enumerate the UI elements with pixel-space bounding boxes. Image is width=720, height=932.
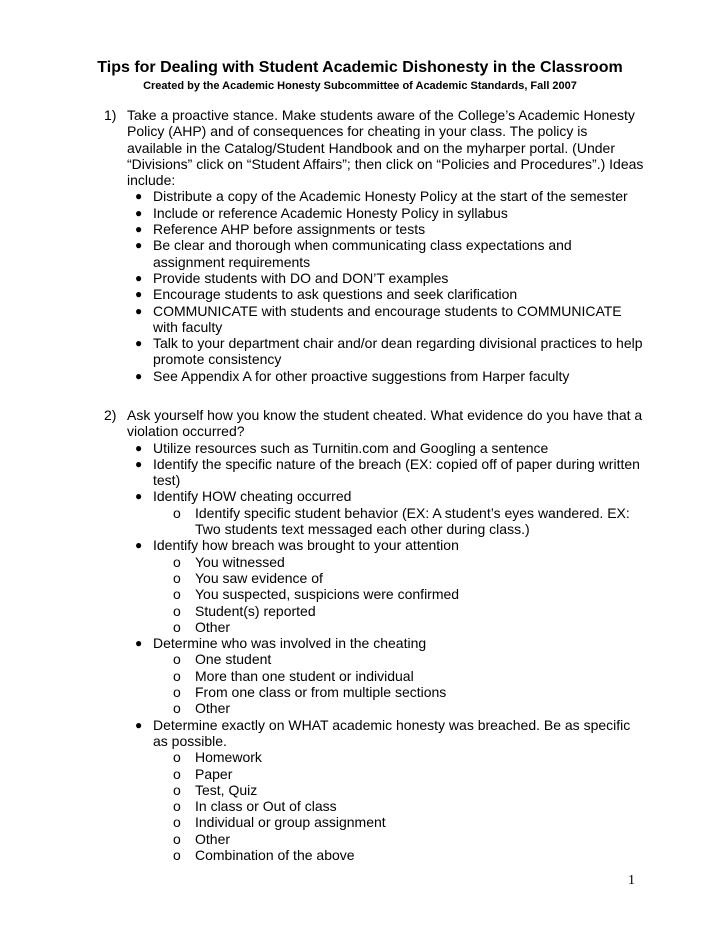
bullet-icon: ●: [135, 270, 143, 285]
section-number: 2): [104, 407, 117, 423]
bullet-icon: ●: [135, 538, 143, 553]
list-item-text: See Appendix A for other proactive suggestions from Harper faculty: [153, 367, 570, 384]
page-title: Tips for Dealing with Student Academic Dishonesty in the Classroom: [97, 59, 623, 76]
sub-list-item-text: Identify specific student behavior (EX: A student’s eyes wandered. EX: Two students text messaged each other during class.): [195, 504, 630, 538]
list-item-text: Determine exactly on WHAT academic honesty was breached. Be as specific as possible.: [153, 716, 631, 749]
sub-list-item-text: Student(s) reported: [195, 602, 316, 619]
circle-bullet-icon: o: [173, 814, 181, 831]
sub-list-item: [153, 603, 644, 619]
sub-list-item-text: You witnessed: [195, 553, 285, 570]
bullet-list: [127, 188, 644, 384]
list-item: [127, 717, 644, 864]
circle-bullet-icon: o: [173, 667, 181, 684]
bullet-icon: ●: [135, 238, 143, 253]
sub-list-item: [153, 798, 644, 814]
sub-list-item-text: Other: [195, 700, 231, 717]
sub-list-item: [153, 570, 644, 586]
sub-list-item-text: More than one student or individual: [195, 667, 414, 684]
list-item: [127, 221, 644, 237]
list-item: [127, 205, 644, 221]
sub-list: [153, 651, 644, 716]
sub-list-item-text: In class or Out of class: [195, 798, 337, 815]
circle-bullet-icon: o: [173, 504, 181, 521]
list-item: [127, 188, 644, 204]
list-item-text: Distribute a copy of the Academic Honesty Policy at the start of the semester: [153, 188, 628, 205]
circle-bullet-icon: o: [173, 798, 181, 815]
circle-bullet-icon: o: [173, 765, 181, 782]
section-intro-text: Take a proactive stance. Make students aware of the College’s Academic Honesty Policy (AHP) and of consequences for cheating in your class. The policy is available in the Catalog/Student Handbook and on the myharper portal. (Under “Divisions” click on “Student Affairs”; then click on “Policies and Procedures”.) Ideas include:: [127, 107, 644, 189]
sub-list-item-text: One student: [195, 651, 272, 668]
sub-list-item: [153, 619, 644, 635]
circle-bullet-icon: o: [173, 749, 181, 766]
list-item-text: Identify how breach was brought to your attention: [153, 537, 459, 554]
list-item: [127, 488, 644, 537]
circle-bullet-icon: o: [173, 602, 181, 619]
bullet-icon: ●: [135, 456, 143, 471]
section-intro-text: Ask yourself how you know the student cheated. What evidence do you have that a violation occurred?: [127, 407, 643, 440]
section-number: 1): [104, 107, 117, 123]
sub-list-item: [153, 668, 644, 684]
list-item: [127, 237, 644, 270]
bullet-icon: ●: [135, 222, 143, 237]
bullet-icon: ●: [135, 189, 143, 204]
list-item: [127, 368, 644, 384]
page-subtitle: Created by the Academic Honesty Subcommittee of Academic Standards, Fall 2007: [143, 80, 577, 92]
circle-bullet-icon: o: [173, 684, 181, 701]
circle-bullet-icon: o: [173, 781, 181, 798]
list-item-text: Identify HOW cheating occurred: [153, 488, 352, 505]
bullet-icon: ●: [135, 440, 143, 455]
bullet-icon: ●: [135, 336, 143, 351]
circle-bullet-icon: o: [173, 553, 181, 570]
circle-bullet-icon: o: [173, 618, 181, 635]
circle-bullet-icon: o: [173, 586, 181, 603]
list-item-text: Provide students with DO and DON’T examples: [153, 269, 449, 286]
sub-list-item-text: Individual or group assignment: [195, 814, 386, 831]
sub-list-item: [153, 814, 644, 830]
section-1: [104, 107, 644, 384]
list-item: [127, 635, 644, 716]
list-item-text: Be clear and thorough when communicating class expectations and assignment requirements: [153, 237, 572, 270]
sub-list-item-text: Other: [195, 618, 231, 635]
section-2: [104, 407, 644, 863]
sub-list-item: [153, 782, 644, 798]
list-item: [127, 440, 644, 456]
bullet-icon: ●: [135, 303, 143, 318]
bullet-icon: ●: [135, 636, 143, 651]
sub-list-item: [153, 766, 644, 782]
sub-list-item: [153, 651, 644, 667]
sub-list-item-text: Paper: [195, 765, 233, 782]
list-item-text: Include or reference Academic Honesty Policy in syllabus: [153, 204, 508, 221]
circle-bullet-icon: o: [173, 569, 181, 586]
list-item-text: Encourage students to ask questions and seek clarification: [153, 286, 518, 303]
sub-list-item-text: Test, Quiz: [195, 781, 258, 798]
list-item-text: Utilize resources such as Turnitin.com and Googling a sentence: [153, 439, 549, 456]
sub-list-item-text: Homework: [195, 749, 262, 766]
list-item: [127, 456, 644, 489]
list-item-text: Reference AHP before assignments or tests: [153, 221, 426, 238]
bullet-icon: ●: [135, 717, 143, 732]
sub-list: [153, 749, 644, 863]
sub-list-item-text: You saw evidence of: [195, 569, 323, 586]
sub-list-item: [153, 749, 644, 765]
sub-list-item: [153, 831, 644, 847]
list-item-text: Determine who was involved in the cheating: [153, 635, 427, 652]
sub-list-item: [153, 554, 644, 570]
bullet-icon: ●: [135, 489, 143, 504]
sub-list: [153, 554, 644, 635]
list-item-text: Identify the specific nature of the breach (EX: copied off of paper during written test): [153, 455, 640, 489]
list-item: [127, 270, 644, 286]
circle-bullet-icon: o: [173, 847, 181, 864]
sub-list-item: [153, 700, 644, 716]
list-item-text: COMMUNICATE with students and encourage students to COMMUNICATE with faculty: [153, 302, 622, 335]
sub-list: [153, 505, 644, 538]
bullet-icon: ●: [135, 368, 143, 383]
bullet-list: [127, 440, 644, 864]
page-number: 1: [628, 873, 635, 888]
sub-list-item: [153, 847, 644, 863]
circle-bullet-icon: o: [173, 830, 181, 847]
list-item: [127, 335, 644, 368]
sub-list-item-text: Combination of the above: [195, 847, 355, 864]
list-item: [127, 286, 644, 302]
list-item: [127, 537, 644, 635]
list-item: [127, 303, 644, 336]
sub-list-item: [153, 684, 644, 700]
circle-bullet-icon: o: [173, 651, 181, 668]
sub-list-item-text: You suspected, suspicions were confirmed: [195, 586, 460, 603]
sub-list-item: [153, 505, 644, 538]
bullet-icon: ●: [135, 205, 143, 220]
sub-list-item-text: From one class or from multiple sections: [195, 684, 447, 701]
sub-list-item: [153, 586, 644, 602]
sub-list-item-text: Other: [195, 830, 231, 847]
list-item-text: Talk to your department chair and/or dean regarding divisional practices to help promote consistency: [153, 335, 643, 368]
circle-bullet-icon: o: [173, 700, 181, 717]
bullet-icon: ●: [135, 287, 143, 302]
